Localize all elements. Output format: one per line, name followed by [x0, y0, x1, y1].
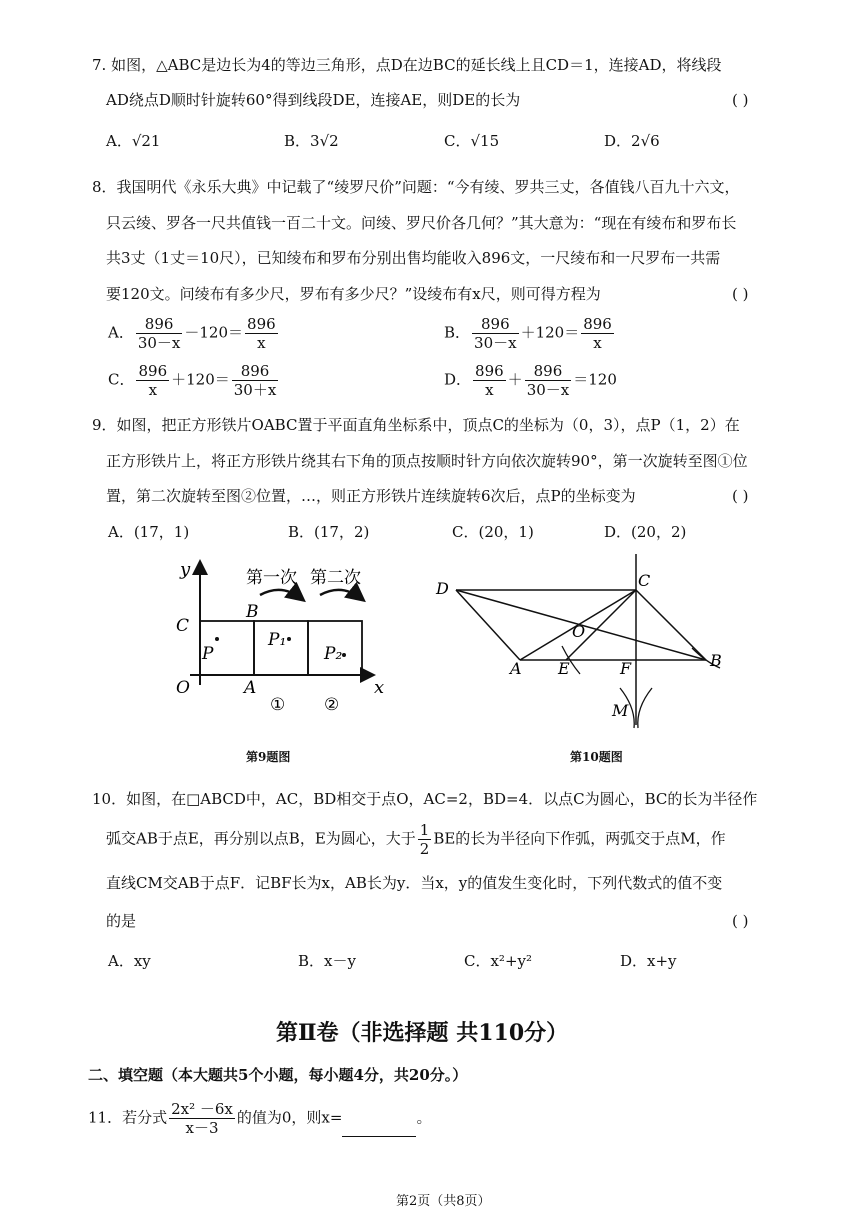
- q11-pre: 11．若分式: [88, 1108, 168, 1127]
- q8-option-a-frac2: [245, 315, 278, 352]
- q10-line1: 10．如图，在□ABCD中，AC，BD相交于点O，AC=2，BD=4．以点C为圆心，BC的长为半径作: [92, 790, 758, 808]
- q9-option-c: C．(20，1): [452, 523, 534, 541]
- q8-option-d-frac2-den: 30－x: [526, 381, 570, 399]
- q7-option-a: A．√21: [106, 132, 161, 150]
- q8-option-a-frac2-den: x: [257, 334, 266, 352]
- q7-option-b: B．3√2: [284, 132, 339, 150]
- fig10-label-m: M: [612, 701, 629, 720]
- q10-half-den: 2: [419, 840, 430, 858]
- q8-option-d: [444, 362, 617, 399]
- q11: [88, 1100, 431, 1137]
- fig9-label-p2: P₂: [324, 644, 343, 664]
- q8-option-d-frac1-num: 896: [475, 362, 504, 380]
- fig9-label-p1: P₁: [268, 630, 287, 650]
- q8-option-c: [108, 362, 280, 399]
- fig9-point-p: [215, 637, 219, 641]
- q11-frac-den: x－3: [185, 1119, 219, 1137]
- q8-option-a-frac1: [136, 315, 183, 352]
- section-subtitle: 二、填空题（本大题共5个小题，每小题4分，共20分。）: [88, 1066, 468, 1084]
- section-title: 第Ⅱ卷（非选择题 共110分）: [276, 1020, 569, 1046]
- fig10-label-e: E: [558, 659, 570, 678]
- fig9-point-p1: [287, 637, 291, 641]
- q8-option-c-frac1: [136, 362, 169, 399]
- fig9-arrow-2: [320, 590, 362, 599]
- fig10-label-a: A: [510, 659, 522, 678]
- q10-line2: [106, 821, 726, 858]
- q10-option-a: A．xy: [108, 952, 151, 970]
- fig9-label-o: O: [176, 678, 190, 698]
- fig10-label-o: O: [572, 622, 586, 641]
- q11-fraction: [169, 1100, 235, 1137]
- q8-option-c-frac2-num: 896: [232, 362, 279, 381]
- q8-option-c-frac2-den: 30＋x: [233, 381, 277, 399]
- fig9-point-p2: [342, 653, 346, 657]
- q7-bracket: ( ): [732, 91, 749, 109]
- fig10-arc-m-right: [638, 688, 652, 728]
- q10-line3: 直线CM交AB于点F．记BF长为x，AB长为y．当x，y的值发生变化时，下列代数式的值不变: [106, 874, 723, 892]
- fig9-label-rot1: 第一次: [246, 568, 297, 588]
- q8-line4: 要120文。问绫布有多少尺，罗布有多少尺？”设绫布有x尺，则可得方程为: [106, 285, 601, 303]
- fig9-label-x: x: [374, 677, 385, 698]
- q9-line3: 置，第二次旋转至图②位置，…，则正方形铁片连续旋转6次后，点P的坐标变为: [106, 487, 636, 505]
- fig10-label-d: D: [436, 579, 449, 598]
- q8-option-d-mid: ＋: [507, 370, 523, 389]
- fig9-caption: 第9题图: [246, 750, 291, 764]
- fig10-caption: 第10题图: [570, 750, 623, 764]
- fig9-label-circle1: ①: [270, 695, 286, 715]
- q8-option-b-frac1: [472, 315, 519, 352]
- q8-line2: 只云绫、罗各一尺共值钱一百二十文。问绫、罗尺价各几何？”其大意为：“现在有绫布和罗布长: [106, 214, 737, 232]
- q7-option-d: D．2√6: [604, 132, 660, 150]
- q8-option-a: [108, 315, 280, 352]
- q7-line2: AD绕点D顺时针旋转60°得到线段DE，连接AE，则DE的长为: [106, 91, 521, 109]
- fig10-label-f: F: [620, 659, 632, 678]
- fig9-arrow-1: [260, 590, 302, 599]
- q10-half-num: 1: [419, 821, 430, 839]
- q8-option-a-mid: －120＝: [184, 323, 244, 342]
- fig9-label-c: C: [176, 616, 190, 636]
- q8-option-d-label: D．: [444, 370, 472, 389]
- fig10-side-da: [456, 590, 520, 660]
- fig9-label-a: A: [244, 678, 257, 698]
- figure-9: [160, 555, 400, 715]
- q8-option-a-frac1-num: 896: [136, 315, 183, 334]
- q8-option-a-frac1-den: 30－x: [137, 334, 181, 352]
- q10-bracket: ( ): [732, 912, 749, 930]
- fig9-label-y: y: [180, 559, 191, 580]
- fig9-label-p: P: [202, 644, 214, 664]
- q8-option-d-frac2-num: 896: [525, 362, 572, 381]
- q8-line3: 共3丈（1丈＝10尺），已知绫布和罗布分别出售均能收入896文，一尺绫布和一尺罗布一共需: [106, 249, 721, 267]
- q9-option-d: D．(20，2): [604, 523, 687, 541]
- fig9-label-b: B: [246, 602, 259, 622]
- q9-line1: 9．如图，把正方形铁片OABC置于平面直角坐标系中，顶点C的坐标为（0，3），点P（1，2）在: [92, 416, 740, 434]
- q10-line4: 的是: [106, 912, 137, 930]
- q8-option-d-frac2: [525, 362, 572, 399]
- q8-option-b-frac1-num: 896: [472, 315, 519, 334]
- q8-option-d-end: ＝120: [573, 370, 617, 389]
- q9-option-a: A．(17，1): [108, 523, 190, 541]
- fig10-label-c: C: [638, 571, 651, 590]
- q8-option-c-label: C．: [108, 370, 135, 389]
- q8-option-b-mid: ＋120＝: [520, 323, 580, 342]
- q8-option-d-frac1: [473, 362, 506, 399]
- q7-option-c: C．√15: [444, 132, 500, 150]
- q8-option-c-frac1-den: x: [148, 381, 158, 399]
- q8-option-b-frac2-num: 896: [583, 315, 612, 333]
- fig10-label-b: B: [710, 651, 722, 670]
- fig9-label-rot2: 第二次: [310, 568, 361, 588]
- q9-bracket: ( ): [732, 487, 749, 505]
- q8-option-b-label: B．: [444, 323, 471, 342]
- q8-option-c-mid: ＋120＝: [171, 370, 230, 389]
- q8-option-b-frac2: [581, 315, 614, 352]
- q10-option-c: C．x²+y²: [464, 952, 533, 970]
- q9-line2: 正方形铁片上，将正方形铁片绕其右下角的顶点按顺时针方向依次旋转90°，第一次旋转至图①位: [106, 452, 748, 470]
- q10-option-b: B．x－y: [298, 952, 356, 970]
- figure-10: [430, 550, 740, 730]
- q8-option-b-frac2-den: x: [593, 334, 602, 352]
- q10-line2-part2: BE的长为半径向下作弧，两弧交于点M，作: [433, 829, 726, 848]
- q9-option-b: B．(17，2): [288, 523, 370, 541]
- q8-option-c-frac2: [232, 362, 279, 399]
- q8-bracket: ( ): [732, 285, 749, 303]
- q8-option-c-frac1-num: 896: [138, 362, 168, 380]
- q11-answer-blank[interactable]: [342, 1122, 416, 1137]
- fig9-label-circle2: ②: [324, 695, 340, 715]
- q10-option-d: D．x+y: [620, 952, 677, 970]
- q8-option-b: [444, 315, 616, 352]
- q8-option-d-frac1-den: x: [485, 381, 494, 399]
- q10-half-fraction: [418, 821, 432, 858]
- q10-line2-part1: 弧交AB于点E，再分别以点B，E为圆心，大于: [106, 829, 416, 848]
- q8-option-b-frac1-den: 30－x: [474, 334, 517, 352]
- q11-end: 。: [416, 1108, 432, 1127]
- q11-post: 的值为0，则x=: [236, 1108, 343, 1127]
- q7-line1: 7. 如图，△ABC是边长为4的等边三角形，点D在边BC的延长线上且CD＝1，连接AD，将线段: [92, 56, 722, 74]
- q8-option-a-frac2-num: 896: [247, 315, 276, 333]
- page-footer: 第2页（共8页）: [396, 1194, 491, 1209]
- q8-option-a-label: A．: [108, 323, 134, 342]
- q8-line1: 8．我国明代《永乐大典》中记载了“绫罗尺价”问题：“今有绫、罗共三丈，各值钱八百九十六文，: [92, 178, 740, 196]
- q11-frac-num: 2x² －6x: [171, 1100, 233, 1118]
